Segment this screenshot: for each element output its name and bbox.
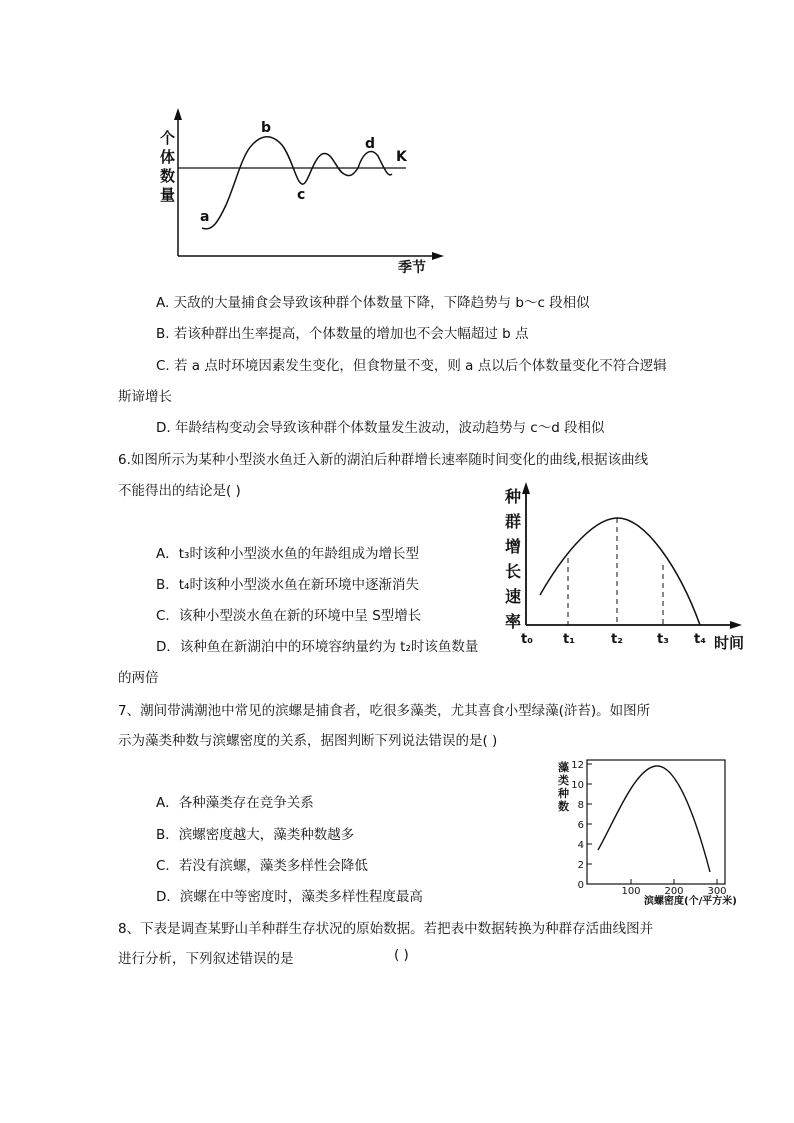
q7-ylabel-char: 种 [558,787,569,800]
q7-xlabel: 滨螺密度(个/平方米) [644,896,737,907]
q6-option-c: C．该种小型淡水鱼在新的环境中呈 S型增长 [156,608,422,624]
fig1-ylabel-char: 体 [160,148,176,166]
q6-tick-t0: t₀ [521,632,533,647]
q6-ylabel-char: 率 [505,612,522,631]
fig1-point-c: c [297,187,306,203]
fig1-point-b: b [261,120,272,136]
q5-option-c: C. 若 a 点时环境因素发生变化，但食物量不变，则 a 点以后个体数量变化不符合逻辑 [156,358,667,374]
q6-ylabel-char: 增 [505,537,522,556]
fig1-y-arrow [174,108,182,120]
q5-option-a: A. 天敌的大量捕食会导致该种群个体数量下降，下降趋势与 b～c 段相似 [156,295,590,311]
q6-ylabel-char: 速 [505,587,522,606]
q7-ytick: 4 [577,840,584,851]
q7-stem-continued: 示为藻类种数与滨螺密度的关系，据图判断下列说法错误的是( ) [118,733,498,749]
q7-plot-frame [587,760,725,884]
q6-option-d: D．该种鱼在新湖泊中的环境容纳量约为 t₂时该鱼数量 [156,639,479,655]
q6-ylabel-char: 群 [505,512,522,531]
q7-species-curve [598,766,710,872]
q7-ytick: 8 [577,800,584,811]
q6-option-d-continued: 的两倍 [118,670,159,686]
q6-stem: 6.如图所示为某种小型淡水鱼迁入新的湖泊后种群增长速率随时间变化的曲线,根据该曲线 [118,452,649,468]
q5-option-c-continued: 斯谛增长 [118,389,172,405]
q7-option-d: D．滨螺在中等密度时，藻类多样性程度最高 [156,889,423,905]
q8-stem: 8、下表是调查某野山羊种群生存状况的原始数据。若把表中数据转换为种群存活曲线图并 [118,921,654,937]
q6-x-arrow [730,621,742,629]
q7-option-b: B．滨螺密度越大，藻类种数越多 [156,827,355,843]
q8-stem-continued: 进行分析，下列叙述错误的是 [118,951,294,967]
q6-xlabel: 时间 [714,634,745,652]
q7-stem: 7、潮间带满潮池中常见的滨螺是捕食者，吃很多藻类，尤其喜食小型绿藻(浒苔)。如图所 [118,703,651,719]
fig1-ylabel-char: 数 [160,167,176,185]
q5-option-b: B. 若该种群出生率提高，个体数量的增加也不会大幅超过 b 点 [156,326,529,342]
q7-option-c: C．若没有滨螺，藻类多样性会降低 [156,858,368,874]
q7-ytick: 6 [577,820,584,831]
q6-y-arrow [522,482,530,494]
q7-option-a: A．各种藻类存在竞争关系 [156,795,314,811]
q7-ytick: 10 [571,780,584,791]
q7-ylabel-char: 数 [558,800,569,813]
q7-ytick: 0 [577,880,584,891]
fig1-point-a: a [200,209,210,225]
fig1-ylabel-char: 个 [160,129,176,147]
q7-ylabel-char: 藻 [558,761,569,774]
q6-rate-curve [540,518,700,625]
q6-option-a: A．t₃时该种小型淡水鱼的年龄组成为增长型 [156,546,419,562]
q6-tick-t3: t₃ [657,632,669,647]
q7-ytick: 2 [577,860,584,871]
fig1-population-curve [202,137,392,229]
q7-ylabel-char: 类 [558,774,569,787]
fig1-x-arrow [432,252,444,260]
q6-tick-t1: t₁ [563,632,575,647]
fig1-xlabel: 季节 [398,260,426,276]
q8-answer-paren: ( ) [394,947,409,963]
q6-stem-continued: 不能得出的结论是( ) [118,483,241,499]
population-fluctuation-figure [0,0,794,300]
q7-xtick: 300 [707,886,727,897]
fig1-ylabel-char: 量 [160,186,176,204]
fig1-point-d: d [365,136,376,152]
q6-option-b: B．t₄时该种小型淡水鱼在新环境中逐渐消失 [156,577,419,593]
q7-xtick: 100 [621,886,641,897]
q7-y-ticks [587,764,717,884]
q6-tick-t2: t₂ [611,632,623,647]
fig1-k-label: K [396,149,407,165]
q6-tick-t4: t₄ [694,632,706,647]
q6-ylabel-char: 种 [505,487,522,506]
q5-option-d: D. 年龄结构变动会导致该种群个体数量发生波动，波动趋势与 c～d 段相似 [156,420,605,436]
q7-xtick: 200 [664,886,684,897]
q6-ylabel-char: 长 [505,562,522,581]
q7-ytick: 12 [571,760,584,771]
